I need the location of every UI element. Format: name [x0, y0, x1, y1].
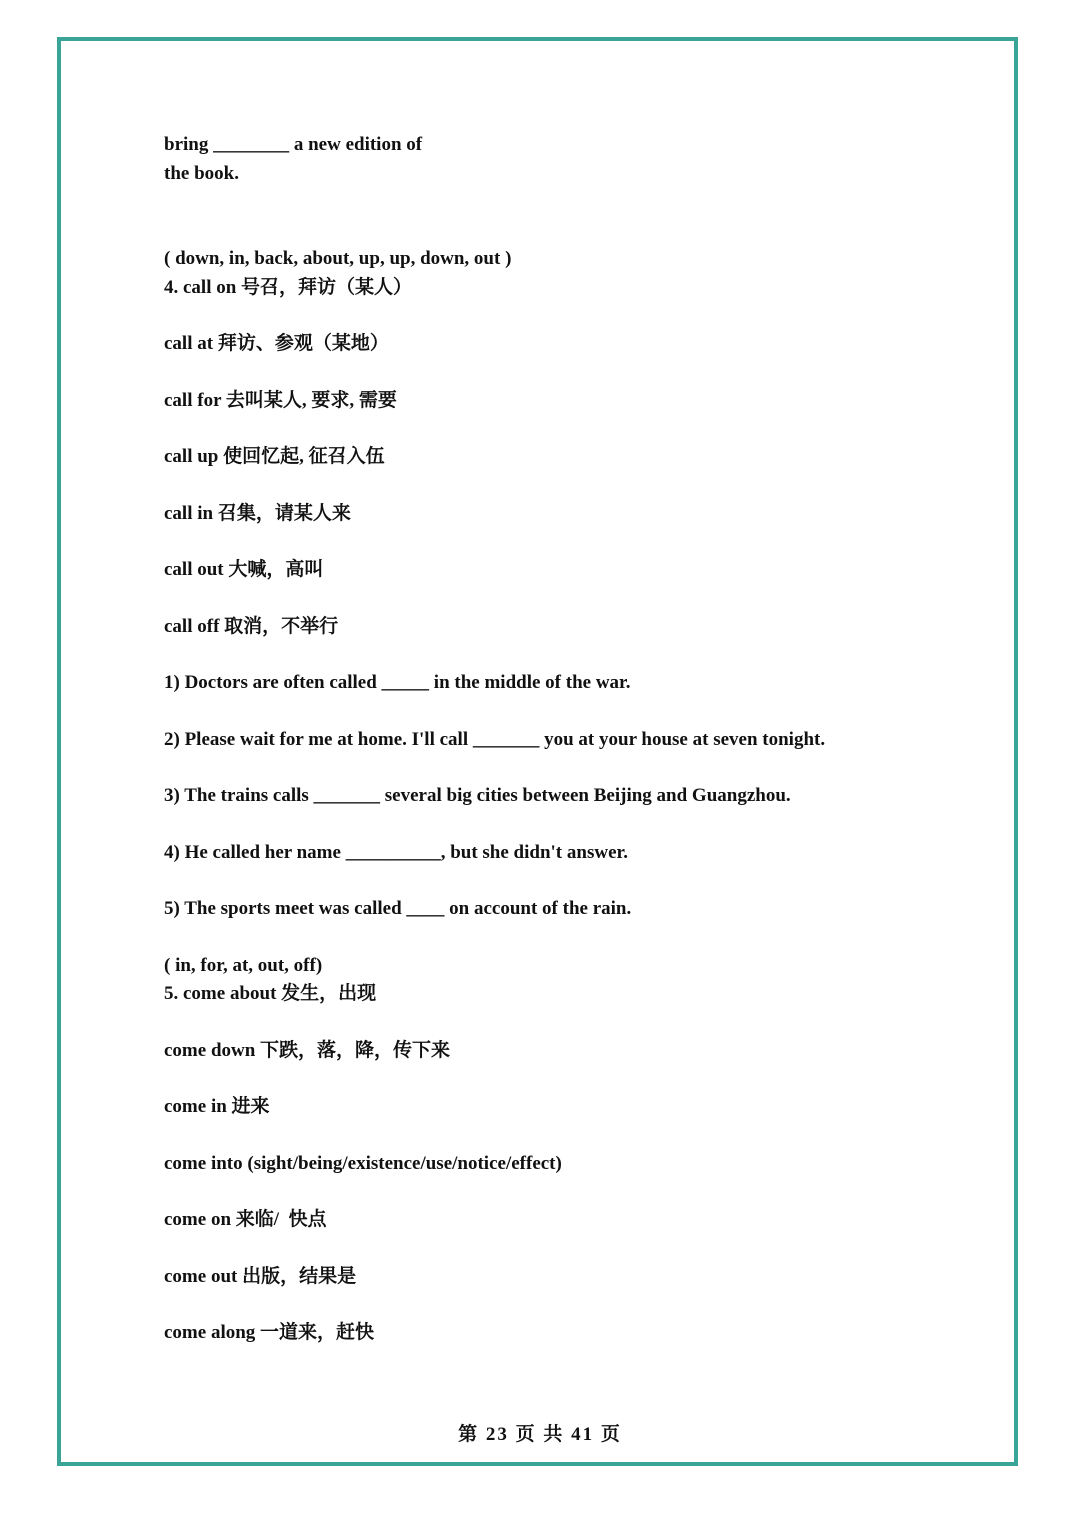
text-line: call up 使回忆起, 征召入伍 [164, 446, 385, 467]
text-line: come on 来临/ 快点 [164, 1209, 327, 1230]
text-line: bring ________ a new edition of [164, 134, 423, 155]
text-line: call for 去叫某人, 要求, 需要 [164, 390, 397, 411]
text-line: call out 大喊，高叫 [164, 559, 324, 580]
page-number-footer: 第 23 页 共 41 页 [458, 1424, 622, 1445]
text-line: call in 召集，请某人来 [164, 503, 351, 524]
text-line: ( down, in, back, about, up, up, down, out ) [164, 248, 512, 269]
text-line: ( in, for, at, out, off) [164, 955, 323, 976]
text-line: come down 下跌，落，降，传下来 [164, 1040, 451, 1061]
text-line: come along 一道来，赶快 [164, 1322, 375, 1343]
exercise-sentence: 2) Please wait for me at home. I'll call _______ you at your house at seven tonight. [164, 729, 826, 750]
text-line: come in 进来 [164, 1096, 270, 1117]
exercise-sentence: 1) Doctors are often called _____ in the middle of the war. [164, 672, 631, 693]
text-line: the book. [164, 163, 239, 184]
text-line: call at 拜访、参观（某地） [164, 333, 389, 354]
text-line: 4. call on 号召，拜访（某人） [164, 277, 413, 298]
exercise-sentence: 3) The trains calls _______ several big cities between Beijing and Guangzhou. [164, 785, 791, 806]
text-line: come into (sight/being/existence/use/notice/effect) [164, 1153, 562, 1174]
text-line: call off 取消，不举行 [164, 616, 339, 637]
exercise-sentence: 5) The sports meet was called ____ on account of the rain. [164, 898, 632, 919]
text-line: come out 出版，结果是 [164, 1266, 357, 1287]
text-line: 5. come about 发生，出现 [164, 983, 377, 1004]
exercise-sentence: 4) He called her name __________, but she didn't answer. [164, 842, 628, 863]
